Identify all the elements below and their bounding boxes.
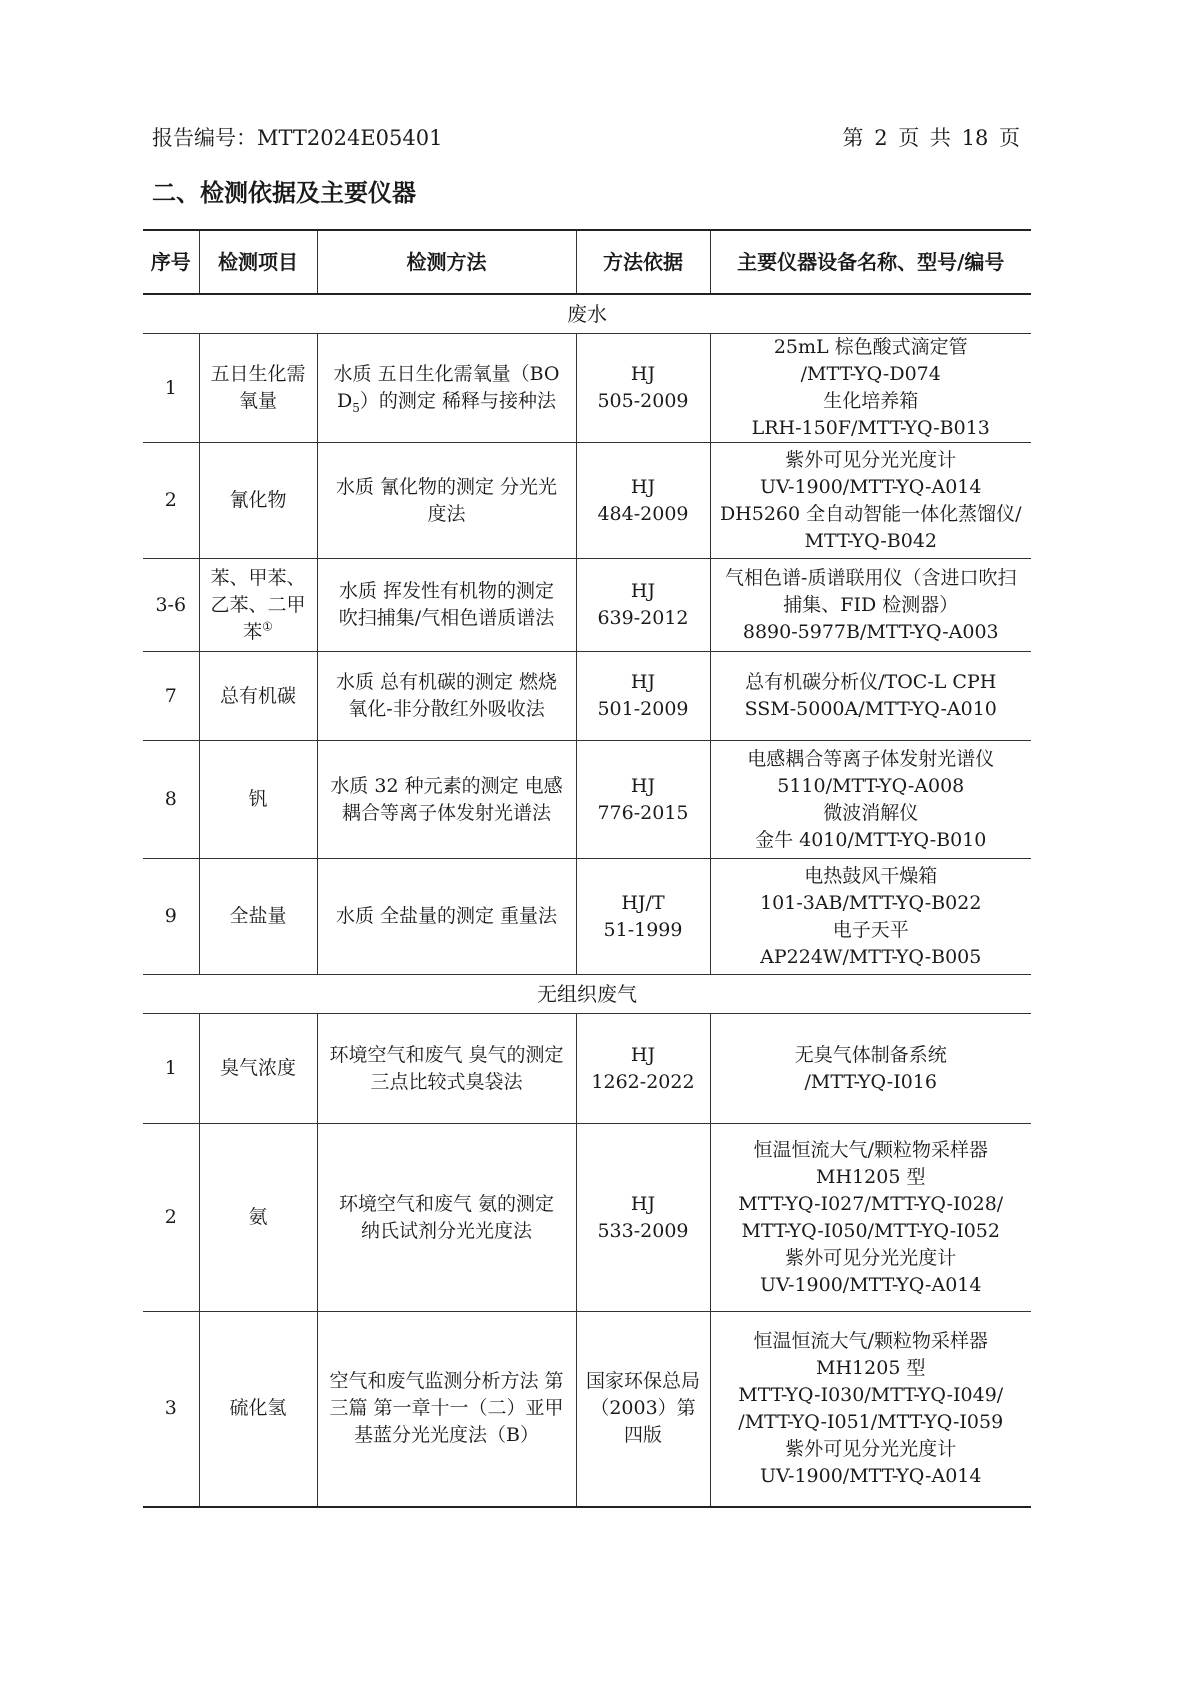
- cell-basis: HJ 505-2009: [576, 334, 710, 443]
- cell-instrument: 恒温恒流大气/颗粒物采样器 MH1205 型 MTT-YQ-I027/MTT-YQ-I028/ MTT-YQ-I050/MTT-YQ-I052 紫外可见分光光度计 UV-1900/MTT-YQ-A014: [710, 1124, 1031, 1312]
- cell-item: 硫化氢: [199, 1312, 317, 1507]
- cell-seq: 9: [143, 859, 199, 975]
- page-number: 第 2 页 共 18 页: [842, 126, 1020, 150]
- cell-item: 苯、甲苯、乙苯、二甲苯①: [199, 559, 317, 652]
- cell-seq: 7: [143, 652, 199, 741]
- cell-basis: HJ/T 51-1999: [576, 859, 710, 975]
- cell-instrument: 紫外可见分光光度计 UV-1900/MTT-YQ-A014 DH5260 全自动智能一体化蒸馏仪/MTT-YQ-B042: [710, 443, 1031, 559]
- table-header-row: [143, 230, 1031, 294]
- cell-basis: 国家环保总局（2003）第四版: [576, 1312, 710, 1507]
- cell-seq: 3: [143, 1312, 199, 1507]
- cell-seq: 1: [143, 334, 199, 443]
- cell-method: 水质 全盐量的测定 重量法: [317, 859, 576, 975]
- cell-method: 水质 氰化物的测定 分光光度法: [317, 443, 576, 559]
- table-row: [143, 1124, 1031, 1312]
- category-label: 无组织废气: [143, 975, 1031, 1014]
- cell-instrument: 气相色谱-质谱联用仪（含进口吹扫捕集、FID 检测器） 8890-5977B/MTT-YQ-A003: [710, 559, 1031, 652]
- cell-method: 环境空气和废气 臭气的测定 三点比较式臭袋法: [317, 1014, 576, 1124]
- table-row: [143, 559, 1031, 652]
- cell-item: 氰化物: [199, 443, 317, 559]
- cell-seq: 1: [143, 1014, 199, 1124]
- cell-basis: HJ 776-2015: [576, 741, 710, 859]
- cell-item: 全盐量: [199, 859, 317, 975]
- category-row: [143, 294, 1031, 334]
- cell-item: 氨: [199, 1124, 317, 1312]
- cell-instrument: 电热鼓风干燥箱 101-3AB/MTT-YQ-B022 电子天平 AP224W/MTT-YQ-B005: [710, 859, 1031, 975]
- cell-basis: HJ 639-2012: [576, 559, 710, 652]
- cell-basis: HJ 533-2009: [576, 1124, 710, 1312]
- cell-item: 五日生化需氧量: [199, 334, 317, 443]
- cell-item: 总有机碳: [199, 652, 317, 741]
- table-row: [143, 443, 1031, 559]
- cell-instrument: 25mL 棕色酸式滴定管 /MTT-YQ-D074 生化培养箱 LRH-150F/MTT-YQ-B013: [710, 334, 1031, 443]
- cell-item: 钒: [199, 741, 317, 859]
- cell-method: 水质 挥发性有机物的测定 吹扫捕集/气相色谱质谱法: [317, 559, 576, 652]
- cell-method: 水质 五日生化需氧量$(BOD_5)$的测定 稀释与接种法: [317, 334, 576, 443]
- category-row: [143, 975, 1031, 1014]
- col-header-method: 检测方法: [317, 230, 576, 294]
- subscript: 5: [352, 400, 360, 415]
- table-row: [143, 741, 1031, 859]
- col-header-basis: 方法依据: [576, 230, 710, 294]
- cell-instrument: 恒温恒流大气/颗粒物采样器 MH1205 型 MTT-YQ-I030/MTT-YQ-I049/ /MTT-YQ-I051/MTT-YQ-I059 紫外可见分光光度计 UV-1900/MTT-YQ-A014: [710, 1312, 1031, 1507]
- cell-seq: 2: [143, 1124, 199, 1312]
- cell-method: 水质 32 种元素的测定 电感耦合等离子体发射光谱法: [317, 741, 576, 859]
- cell-item: 臭气浓度: [199, 1014, 317, 1124]
- table-row: [143, 334, 1031, 443]
- cell-method: 环境空气和废气 氨的测定 纳氏试剂分光光度法: [317, 1124, 576, 1312]
- table-row: [143, 652, 1031, 741]
- table-row: [143, 1014, 1031, 1124]
- category-label: 废水: [143, 294, 1031, 334]
- cell-method: 水质 总有机碳的测定 燃烧氧化-非分散红外吸收法: [317, 652, 576, 741]
- cell-method: 空气和废气监测分析方法 第三篇 第一章十一（二）亚甲基蓝分光光度法（B）: [317, 1312, 576, 1507]
- methods-instruments-table: [143, 229, 1031, 1508]
- cell-basis: HJ 501-2009: [576, 652, 710, 741]
- cell-seq: 3-6: [143, 559, 199, 652]
- col-header-item: 检测项目: [199, 230, 317, 294]
- table-row: [143, 859, 1031, 975]
- col-header-seq: 序号: [143, 230, 199, 294]
- section-title: 二、检测依据及主要仪器: [152, 179, 416, 207]
- footnote-marker: ①: [262, 619, 273, 634]
- cell-instrument: 电感耦合等离子体发射光谱仪 5110/MTT-YQ-A008 微波消解仪 金牛 4010/MTT-YQ-B010: [710, 741, 1031, 859]
- cell-basis: HJ 484-2009: [576, 443, 710, 559]
- cell-seq: 8: [143, 741, 199, 859]
- col-header-instrument: 主要仪器设备名称、型号/编号: [710, 230, 1031, 294]
- cell-seq: 2: [143, 443, 199, 559]
- report-number: 报告编号：MTT2024E05401: [152, 126, 443, 150]
- cell-instrument: 总有机碳分析仪/TOC-L CPH SSM-5000A/MTT-YQ-A010: [710, 652, 1031, 741]
- cell-instrument: 无臭气体制备系统 /MTT-YQ-I016: [710, 1014, 1031, 1124]
- cell-basis: HJ 1262-2022: [576, 1014, 710, 1124]
- table-row: [143, 1312, 1031, 1507]
